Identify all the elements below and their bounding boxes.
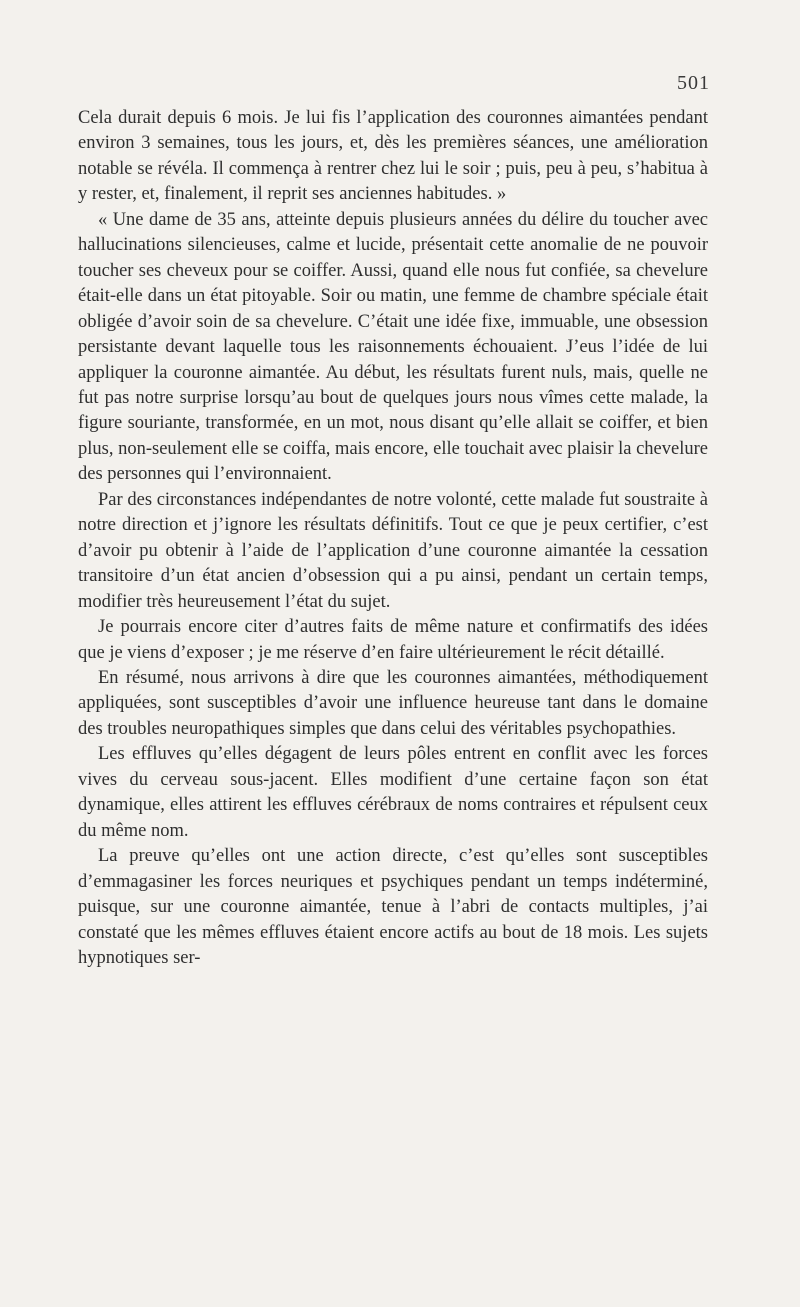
paragraph-3: Par des circonstances indépendantes de notre volonté, cette malade fut soustraite à notre direction et j’ignore les résultats définitifs. Tout ce que je peux certifier, c’est d’avoir pu obtenir à l’aide de l’application d’une couronne aimantée la cessation transitoire d’un état ancien d’obsession qui a pu ainsi, pendant un certain temps, modifier très heureusement l’état du sujet. (78, 489, 708, 612)
paragraph-4: Je pourrais encore citer d’autres faits de même nature et confirmatifs des idées que je viens d’exposer ; je me réserve d’en faire ultérieurement le récit détaillé. (78, 617, 708, 663)
paragraph-5: En résumé, nous arrivons à dire que les couronnes aimantées, méthodiquement appliquées, sont susceptibles d’avoir une influence heureuse tant dans le domaine des troubles neuropathiques simples que dans celui des véritables psychopathies. (78, 667, 708, 739)
body-text (78, 106, 708, 971)
page-number: 501 (677, 72, 710, 94)
paragraph-1: Cela durait depuis 6 mois. Je lui fis l’application des couronnes aimantées pendant environ 3 semaines, tous les jours, et, dès les premières séances, une amélioration notable se révéla. Il commença à rentrer chez lui le soir ; puis, peu à peu, s’habitua à y rester, et, finalement, il reprit ses anciennes habitudes. » (78, 108, 708, 205)
paragraph-6: Les effluves qu’elles dégagent de leurs pôles entrent en conflit avec les forces vives du cerveau sous-jacent. Elles modifient d’une certaine façon son état dynamique, elles attirent les effluves cérébraux de noms contraires et répulsent ceux du même nom. (78, 744, 708, 841)
paragraph-7: La preuve qu’elles ont une action directe, c’est qu’elles sont susceptibles d’emmagasiner les forces neuriques et psychiques pendant un temps indéterminé, puisque, sur une couronne aimantée, tenue à l’abri de contacts multiples, j’ai constaté que les mêmes effluves étaient encore actifs au bout de 18 mois. Les sujets hypnotiques ser- (78, 846, 708, 968)
paragraph-2: « Une dame de 35 ans, atteinte depuis plusieurs années du délire du toucher avec hallucinations silencieuses, calme et lucide, présentait cette anomalie de ne pouvoir toucher ses cheveux pour se coiffer. Aussi, quand elle nous fut confiée, sa chevelure était-elle dans un état pitoyable. Soir ou matin, une femme de chambre spéciale était obligée d’avoir soin de sa chevelure. C’était une idée fixe, immuable, une obsession persistante devant laquelle tous les raisonnements échouaient. J’eus l’idée de lui appliquer la couronne aimantée. Au début, les résultats furent nuls, mais, quelle ne fut pas notre surprise lorsqu’au bout de quelques jours nous vîmes cette malade, la figure souriante, transformée, en un mot, nous disant qu’elle allait se coiffer, et bien plus, non-seulement elle se coiffa, mais encore, elle touchait avec plaisir la chevelure des personnes qui l’environnaient. (78, 209, 708, 485)
